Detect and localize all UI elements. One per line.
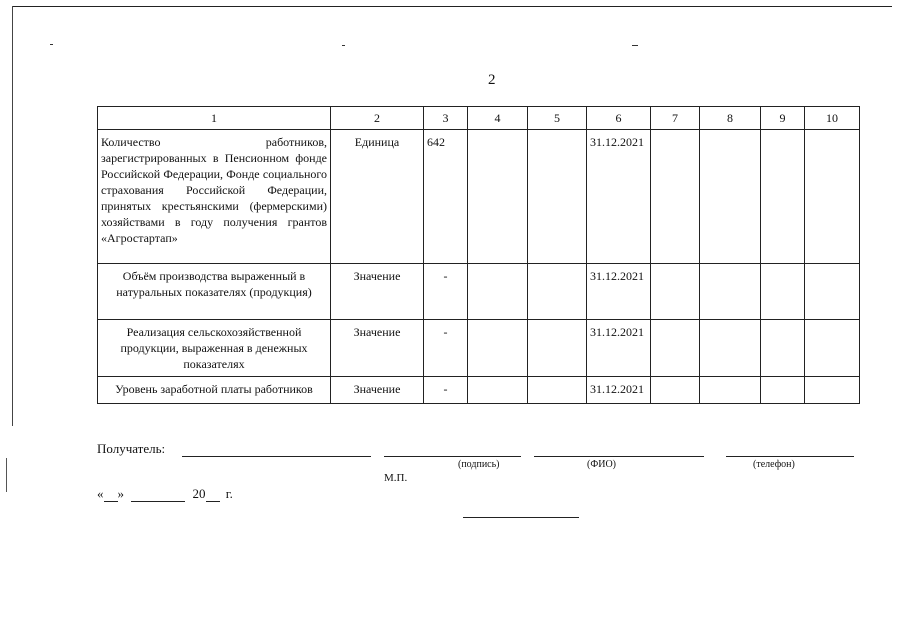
empty-cell xyxy=(528,320,587,377)
indicator-cell: Реализация сельскохозяйственной продукции, выраженная в денежных показателях xyxy=(98,320,331,377)
table-row xyxy=(98,377,860,404)
scan-border-top xyxy=(12,6,892,7)
column-header: 8 xyxy=(700,107,761,130)
column-header: 7 xyxy=(651,107,700,130)
empty-cell xyxy=(468,130,528,264)
table-header-row xyxy=(98,107,860,130)
date-cell: 31.12.2021 xyxy=(587,377,651,404)
empty-cell xyxy=(651,130,700,264)
scan-mark-left xyxy=(6,458,7,492)
empty-cell xyxy=(528,377,587,404)
column-header: 3 xyxy=(424,107,468,130)
empty-cell xyxy=(805,320,860,377)
phone-caption: (телефон) xyxy=(753,459,795,470)
unit-cell: Значение xyxy=(331,264,424,320)
empty-cell xyxy=(468,320,528,377)
empty-cell xyxy=(468,264,528,320)
name-caption: (ФИО) xyxy=(587,459,617,470)
year-prefix: 20 xyxy=(192,486,206,501)
empty-cell xyxy=(700,320,761,377)
indicators-table xyxy=(97,106,860,404)
empty-cell xyxy=(761,320,805,377)
date-line xyxy=(97,486,233,502)
scan-border-left xyxy=(12,6,13,426)
empty-cell xyxy=(761,130,805,264)
empty-cell xyxy=(700,377,761,404)
year-suffix: г. xyxy=(225,486,233,501)
unit-cell: Значение xyxy=(331,377,424,404)
phone-line xyxy=(726,456,854,457)
value-cell: 642 xyxy=(424,130,468,264)
year-blank xyxy=(206,501,220,502)
closing-rule xyxy=(463,517,579,518)
empty-cell xyxy=(805,130,860,264)
column-header: 2 xyxy=(331,107,424,130)
empty-cell xyxy=(700,130,761,264)
indicator-cell: Объём производства выраженный в натуральных показателях (продукция) xyxy=(98,264,331,320)
empty-cell xyxy=(651,320,700,377)
date-cell: 31.12.2021 xyxy=(587,320,651,377)
table-row xyxy=(98,130,860,264)
empty-cell xyxy=(761,377,805,404)
signature-caption: (подпись) xyxy=(458,459,500,470)
empty-cell xyxy=(700,264,761,320)
value-cell: - xyxy=(424,377,468,404)
empty-cell xyxy=(468,377,528,404)
table-row xyxy=(98,264,860,320)
close-quote: » xyxy=(117,486,124,501)
column-header: 6 xyxy=(587,107,651,130)
empty-cell xyxy=(528,264,587,320)
signature-line xyxy=(384,456,521,457)
indicator-cell: Количество работников, зарегистрированных в Пенсионном фонде Российской Федерации, Фонде социального страхования Российской Федерации, принятых крестьянскими (фермерскими) хозяйствами в году получения грантов «Агростартап» xyxy=(98,130,331,264)
recipient-label: Получатель: xyxy=(97,441,166,456)
open-quote: « xyxy=(97,486,104,501)
empty-cell xyxy=(761,264,805,320)
name-line xyxy=(534,456,704,457)
empty-cell xyxy=(651,264,700,320)
empty-cell xyxy=(805,377,860,404)
page-number: 2 xyxy=(488,72,496,88)
empty-cell xyxy=(528,130,587,264)
unit-cell: Значение xyxy=(331,320,424,377)
scan-speck xyxy=(632,45,638,46)
unit-cell: Единица xyxy=(331,130,424,264)
column-header: 4 xyxy=(468,107,528,130)
column-header: 9 xyxy=(761,107,805,130)
empty-cell xyxy=(805,264,860,320)
indicator-cell: Уровень заработной платы работников xyxy=(98,377,331,404)
stamp-label: М.П. xyxy=(384,472,408,484)
scan-speck xyxy=(50,44,53,45)
column-header: 5 xyxy=(528,107,587,130)
date-cell: 31.12.2021 xyxy=(587,264,651,320)
column-header: 10 xyxy=(805,107,860,130)
day-blank xyxy=(104,501,118,502)
month-blank xyxy=(131,501,185,502)
scan-speck xyxy=(342,45,345,46)
value-cell: - xyxy=(424,264,468,320)
table-row xyxy=(98,320,860,377)
date-cell: 31.12.2021 xyxy=(587,130,651,264)
value-cell: - xyxy=(424,320,468,377)
column-header: 1 xyxy=(98,107,331,130)
recipient-line xyxy=(182,456,371,457)
empty-cell xyxy=(651,377,700,404)
